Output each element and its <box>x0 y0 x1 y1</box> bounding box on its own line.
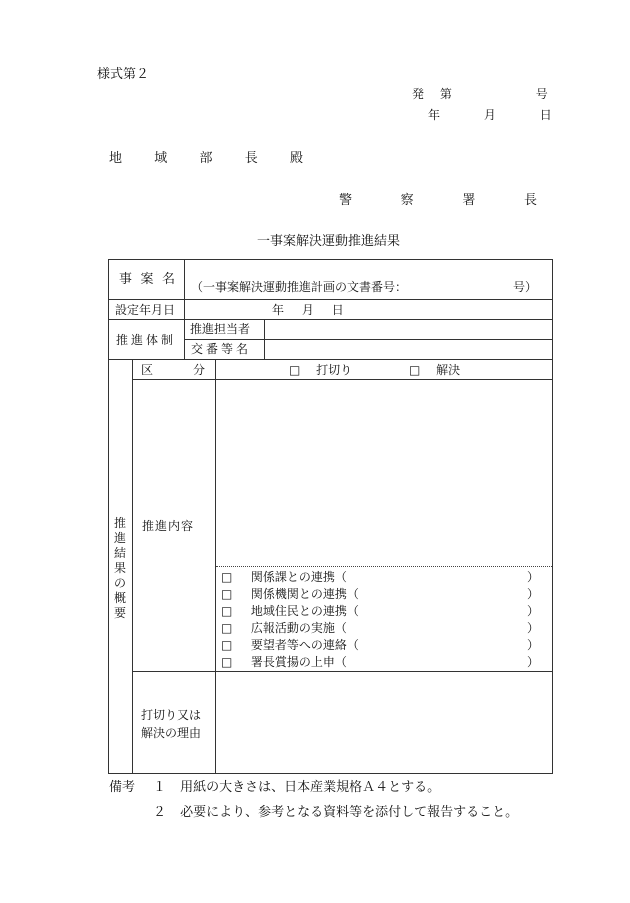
checklist-close: ） <box>527 638 540 652</box>
issue-number-line <box>412 88 548 100</box>
reason-label-line-2: 解決の理由 <box>141 726 202 740</box>
document-title: 一事案解決運動推進結果 <box>257 234 401 249</box>
date-char: 日 <box>331 303 344 317</box>
category-label <box>141 364 205 376</box>
checklist-label: 広報活動の実施（ <box>250 621 347 635</box>
set-date-label: 設定年月日 <box>115 303 176 317</box>
set-date-value <box>272 304 344 316</box>
sender-char: 署 <box>462 193 476 208</box>
note-text: 用紙の大きさは、日本産業規格Ａ４とする。 <box>180 780 441 795</box>
checkbox-icon[interactable]: □ <box>221 638 233 652</box>
table-line <box>132 379 553 380</box>
reason-label-line-1: 打切り又は <box>141 708 202 722</box>
table-line <box>132 671 553 672</box>
form-id: 様式第２ <box>97 67 150 82</box>
checkbox-icon[interactable]: □ <box>221 655 233 669</box>
option-terminated[interactable] <box>289 364 352 376</box>
checkbox-icon[interactable]: □ <box>409 363 421 377</box>
addressee-char: 域 <box>154 151 168 166</box>
sender-char: 長 <box>523 193 537 208</box>
content-label: 推進内容 <box>142 519 195 533</box>
table-line <box>108 299 553 300</box>
addressee <box>109 152 303 165</box>
checklist-close: ） <box>527 621 540 635</box>
option-label: 解決 <box>436 363 461 377</box>
sender-char: 警 <box>339 193 353 208</box>
issue-char: 号 <box>535 87 548 101</box>
issue-char: 第 <box>439 87 452 101</box>
label-char: 名 <box>161 272 175 287</box>
date-char: 年 <box>428 108 441 122</box>
note-number: ２ <box>153 805 167 820</box>
issue-date-line <box>428 109 552 121</box>
checkbox-icon[interactable]: □ <box>221 587 233 601</box>
checklist-item[interactable] <box>221 639 359 651</box>
checklist-label: 関係課との連携（ <box>250 570 347 584</box>
checklist-close: ） <box>527 604 540 618</box>
document-reference-end: 号） <box>513 280 538 294</box>
label-char: 分 <box>192 363 205 377</box>
checklist-item[interactable] <box>221 571 347 583</box>
label-char: 案 <box>140 272 154 287</box>
summary-label: 推進結果の概要 <box>114 516 127 620</box>
checklist-close: ） <box>527 587 540 601</box>
checklist-label: 地域住民との連携（ <box>250 604 359 618</box>
sender-char: 察 <box>400 193 414 208</box>
table-line <box>108 319 553 320</box>
checklist-item[interactable] <box>221 622 347 634</box>
date-char: 月 <box>301 303 314 317</box>
checkbox-icon[interactable]: □ <box>221 604 233 618</box>
checklist-close: ） <box>527 655 540 669</box>
checklist-label: 要望者等への連絡（ <box>250 638 359 652</box>
label-char: 事 <box>119 272 133 287</box>
checklist-item[interactable] <box>221 588 359 600</box>
checklist-item[interactable] <box>221 656 347 668</box>
date-char: 年 <box>272 303 285 317</box>
note-item-1 <box>153 781 440 794</box>
checklist-label: 関係機関との連携（ <box>250 587 359 601</box>
label-char: 区 <box>141 363 154 377</box>
option-resolved[interactable] <box>409 364 460 376</box>
table-line <box>132 359 133 773</box>
note-item-2 <box>153 806 518 819</box>
table-line <box>264 319 265 359</box>
note-text: 必要により、参考となる資料等を添付して報告すること。 <box>180 805 519 820</box>
case-name-label <box>119 273 175 286</box>
addressee-char: 地 <box>109 151 123 166</box>
date-char: 日 <box>539 108 552 122</box>
table-border-bottom <box>108 773 553 774</box>
table-line <box>184 259 185 359</box>
person-in-charge-label: 推進担当者 <box>190 322 251 336</box>
table-border-right <box>552 259 553 774</box>
checkbox-icon[interactable]: □ <box>221 621 233 635</box>
checklist-close: ） <box>527 570 540 584</box>
checklist-label: 署長賞揚の上申（ <box>250 655 347 669</box>
table-border-top <box>108 259 553 260</box>
document-reference: （一事案解決運動推進計画の文書番号： <box>191 280 408 294</box>
option-label: 打切り <box>316 363 353 377</box>
checklist-item[interactable] <box>221 605 359 617</box>
checkbox-icon[interactable]: □ <box>289 363 301 377</box>
note-number: １ <box>153 780 167 795</box>
dotted-separator <box>216 566 552 567</box>
table-border-left <box>108 259 109 774</box>
table-line <box>108 359 553 360</box>
addressee-char: 殿 <box>289 151 303 166</box>
addressee-char: 部 <box>199 151 213 166</box>
addressee-char: 長 <box>244 151 258 166</box>
checkbox-icon[interactable]: □ <box>221 570 233 584</box>
notes-label: 備考 <box>109 780 136 795</box>
date-char: 月 <box>483 108 496 122</box>
promotion-system-label: 推進体制 <box>116 333 177 347</box>
table-line <box>184 339 553 340</box>
issue-char: 発 <box>412 87 425 101</box>
sender <box>339 194 537 207</box>
code-label: 交番等名 <box>191 342 252 356</box>
